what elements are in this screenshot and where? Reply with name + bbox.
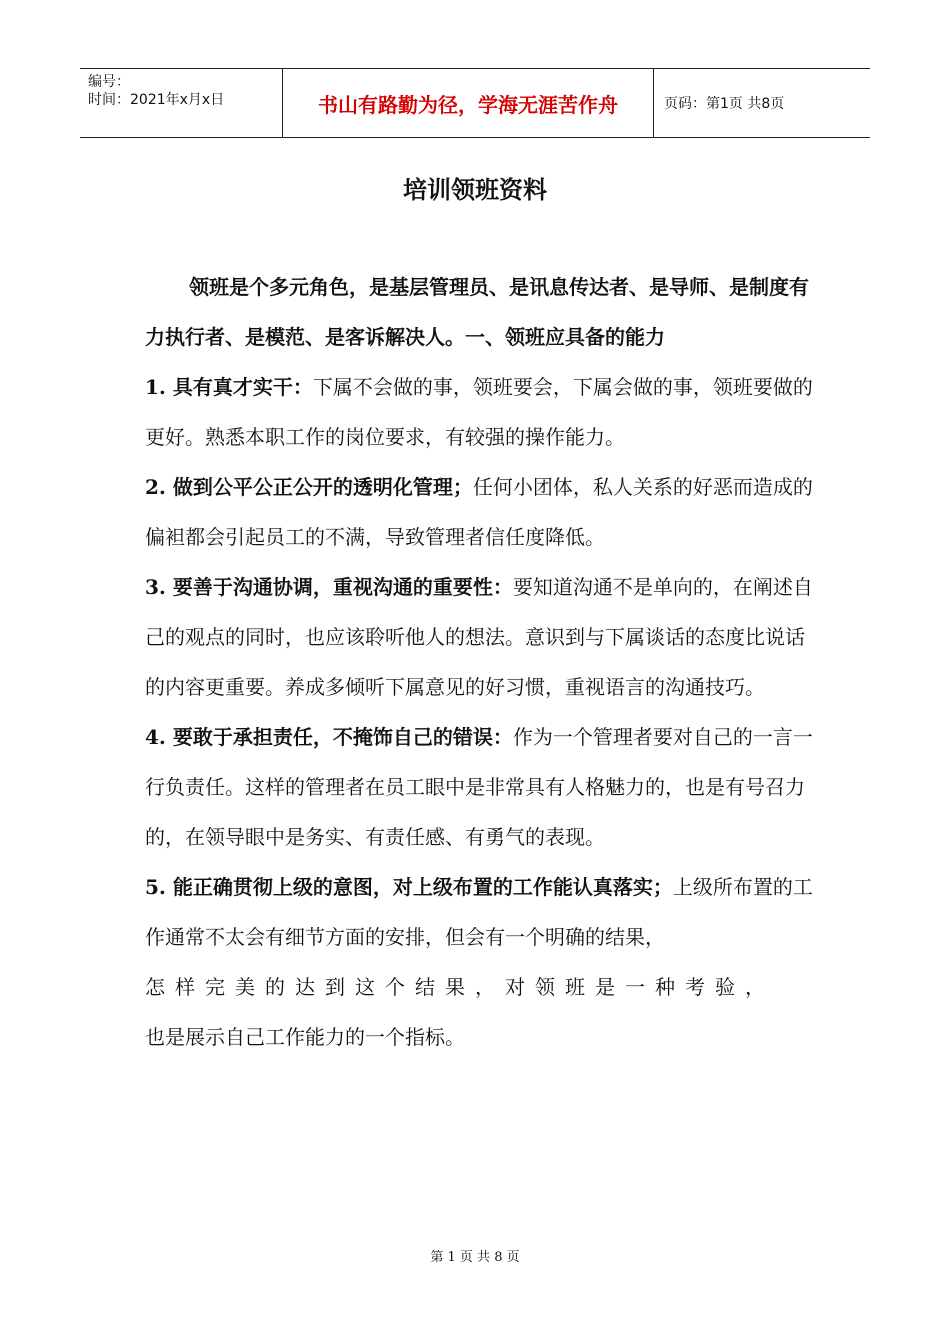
item-5-text-spread: 怎样完美的达到这个结果，对领班是一种考验， <box>145 975 775 999</box>
item-3-heading: 3. 要善于沟通协调，重视沟通的重要性： <box>145 575 513 599</box>
item-5-text-end: 也是展示自己工作能力的一个指标。 <box>145 1025 465 1049</box>
item-2-heading: 2. 做到公平公正公开的透明化管理； <box>145 475 473 499</box>
time-label: 时间：2021年x月x日 <box>88 92 225 108</box>
item-4-text: 作为一个管理者要对自己的一言一行负责任。这样的管理者在员工眼中是非常具有人格魅力的，也是有号召力的，在领导眼中是务实、有责任感、有勇气的表现。 <box>145 725 813 849</box>
intro-paragraph: 领班是个多元角色，是基层管理员、是讯息传达者、是导师、是制度有力执行者、是模范、是客诉解决人。一、领班应具备的能力 <box>145 275 809 349</box>
document-title: 培训领班资料 <box>403 175 547 204</box>
item-3-text: 要知道沟通不是单向的，在阐述自己的观点的同时，也应该聆听他人的想法。意识到与下属谈话的态度比说话的内容更重要。养成多倾听下属意见的好习惯，重视语言的沟通技巧。 <box>145 575 813 699</box>
item-3 <box>145 562 820 712</box>
item-5-text: 上级所布置的工作通常不太会有细节方面的安排，但会有一个明确的结果， <box>145 875 813 949</box>
item-1-text: 下属不会做的事，领班要会，下属会做的事，领班要做的更好。熟悉本职工作的岗位要求，有较强的操作能力。 <box>145 375 813 449</box>
page-footer: 第 1 页 共 8 页 <box>430 1250 520 1265</box>
page-header <box>80 68 870 138</box>
item-5 <box>145 862 820 1062</box>
header-meta <box>80 69 282 137</box>
number-label: 编号： <box>88 74 130 90</box>
header-page-info: 页码：第1页 共8页 <box>664 96 785 112</box>
item-2-text: 任何小团体，私人关系的好恶而造成的偏袒都会引起员工的不满，导致管理者信任度降低。 <box>145 475 813 549</box>
item-5-heading: 5. 能正确贯彻上级的意图，对上级布置的工作能认真落实； <box>145 875 673 899</box>
item-4 <box>145 712 820 862</box>
item-4-heading: 4. 要敢于承担责任，不掩饰自己的错误： <box>145 725 513 749</box>
header-motto: 书山有路勤为径，学海无涯苦作舟 <box>282 69 654 137</box>
item-1 <box>145 362 820 462</box>
document-body <box>145 262 820 1062</box>
item-1-heading: 1. 具有真才实干： <box>145 375 313 399</box>
item-2 <box>145 462 820 562</box>
